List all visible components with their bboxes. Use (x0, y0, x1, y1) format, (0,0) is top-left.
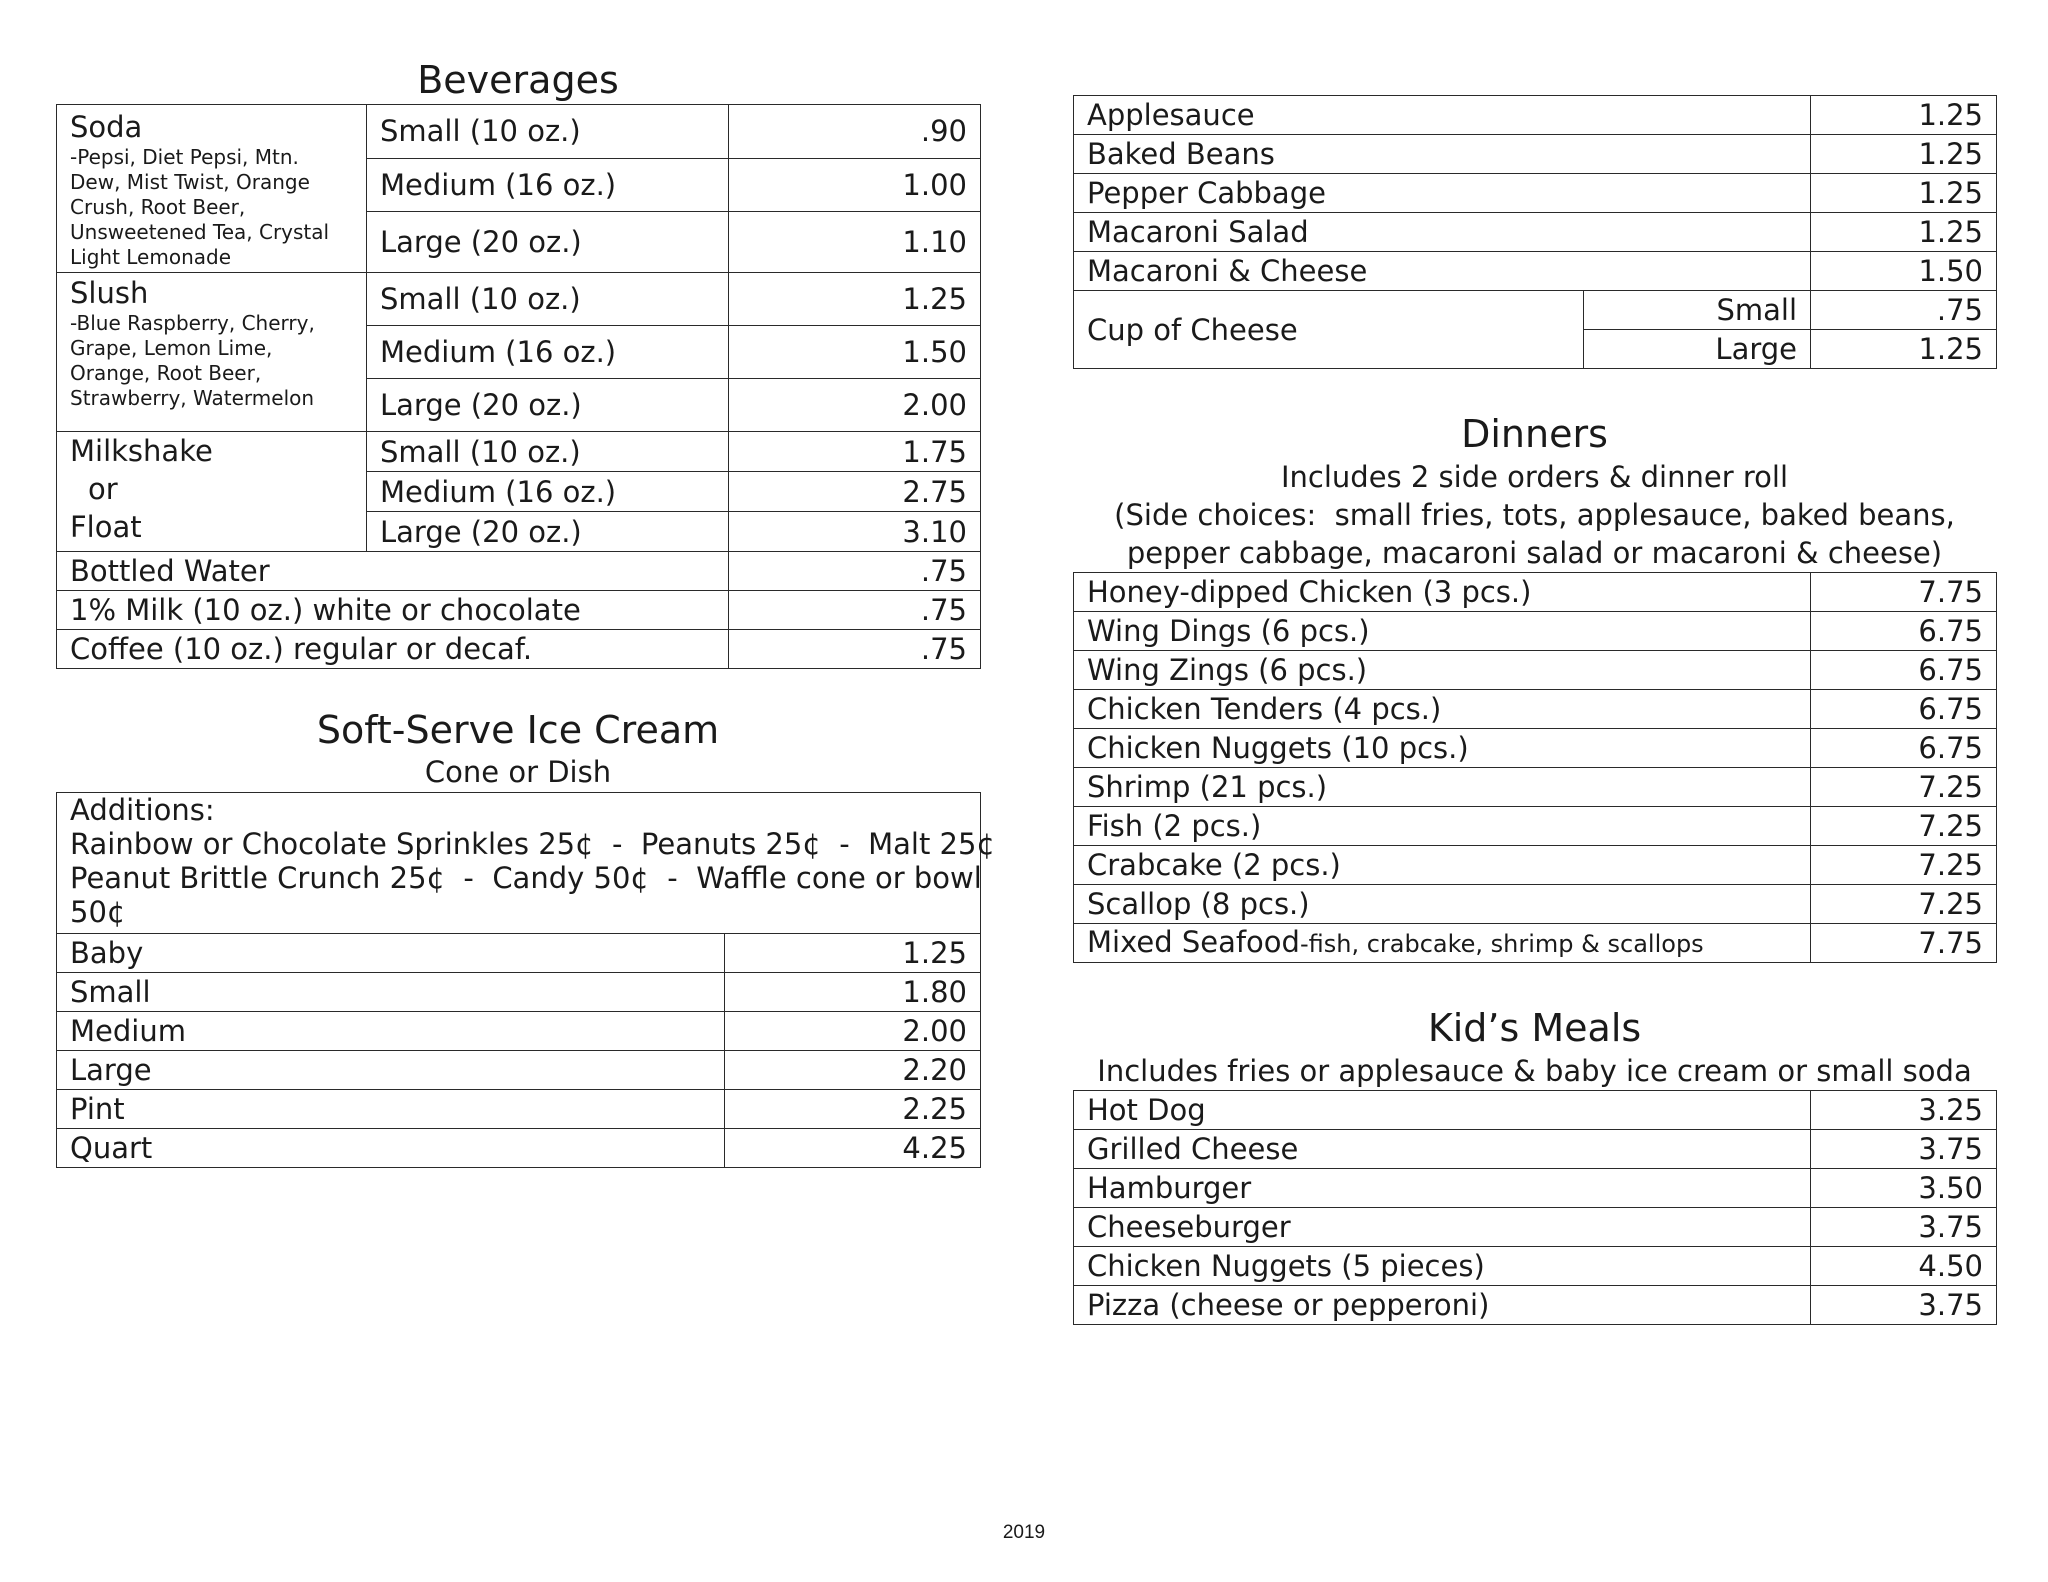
price: 1.25 (1811, 174, 1997, 213)
item-name: Scallop (8 pcs.) (1074, 885, 1811, 924)
price: 7.25 (1811, 846, 1997, 885)
kids-meals-subtitle: Includes fries or applesauce & baby ice cream or small soda (1097, 1054, 1972, 1088)
table-row (57, 1129, 981, 1168)
kids-meals-table (1073, 1090, 1997, 1325)
ice-cream-title: Soft-Serve Ice Cream (316, 708, 720, 752)
soda-name: Soda (70, 110, 143, 144)
price: 7.25 (1811, 768, 1997, 807)
item-name: Wing Dings (6 pcs.) (1074, 612, 1811, 651)
beverages-title: Beverages (417, 58, 619, 102)
item-name: Small (57, 973, 725, 1012)
table-row (57, 105, 981, 159)
table-row (1074, 651, 1997, 690)
price: 1.75 (729, 432, 981, 472)
size-label: Large (20 oz.) (367, 512, 729, 552)
price: 7.25 (1811, 885, 1997, 924)
item-name: Macaroni & Cheese (1074, 252, 1811, 291)
table-row (57, 432, 981, 472)
item-name: 1% Milk (10 oz.) white or chocolate (57, 591, 729, 630)
price: 1.50 (729, 326, 981, 379)
item-name: Chicken Nuggets (10 pcs.) (1074, 729, 1811, 768)
footer-year: 2019 (1002, 1522, 1046, 1543)
price: 6.75 (1811, 651, 1997, 690)
item-name: Honey-dipped Chicken (3 pcs.) (1074, 573, 1811, 612)
item-name: Cheeseburger (1074, 1208, 1811, 1247)
item-name: Pizza (cheese or pepperoni) (1074, 1286, 1811, 1325)
additions-line2: Peanut Brittle Crunch 25¢ - Candy 50¢ - Waffle cone or bowl (70, 861, 982, 895)
item-name: Large (57, 1051, 725, 1090)
table-row (1074, 807, 1997, 846)
table-row (57, 552, 981, 591)
item-name: Grilled Cheese (1074, 1130, 1811, 1169)
item-name: Quart (57, 1129, 725, 1168)
item-name: Pint (57, 1090, 725, 1129)
cup-of-cheese-name: Cup of Cheese (1074, 291, 1584, 369)
table-row (57, 934, 981, 973)
dinners-table (1073, 572, 1997, 963)
table-row (1074, 846, 1997, 885)
item-name: Chicken Nuggets (5 pieces) (1074, 1247, 1811, 1286)
price: 2.00 (729, 379, 981, 432)
additions-label: Additions: (70, 793, 215, 827)
price: 7.25 (1811, 807, 1997, 846)
milkshake-cell (57, 432, 367, 552)
price: .75 (729, 552, 981, 591)
item-name: Coffee (10 oz.) regular or decaf. (57, 630, 729, 669)
table-row (1074, 96, 1997, 135)
table-row (1074, 768, 1997, 807)
soda-cell (57, 105, 367, 273)
additions-line1: Rainbow or Chocolate Sprinkles 25¢ - Peanuts 25¢ - Malt 25¢ (70, 827, 995, 861)
mixed-seafood-name: Mixed Seafood (1087, 925, 1300, 959)
price: 1.25 (1811, 96, 1997, 135)
table-row (1074, 612, 1997, 651)
price: 1.00 (729, 158, 981, 212)
sides-table (1073, 95, 1997, 369)
beverages-table (56, 104, 981, 669)
price: 1.10 (729, 212, 981, 273)
dinners-title: Dinners (1461, 412, 1608, 456)
cheese-small-label: Small (1584, 291, 1811, 330)
table-row (1074, 174, 1997, 213)
size-label: Small (10 oz.) (367, 432, 729, 472)
price: 3.75 (1811, 1286, 1997, 1325)
milkshake-line2: or (88, 472, 118, 506)
cheese-large-price: 1.25 (1811, 330, 1997, 369)
size-label: Medium (16 oz.) (367, 472, 729, 512)
table-row (1074, 1208, 1997, 1247)
size-label: Medium (16 oz.) (367, 326, 729, 379)
price: 2.00 (725, 1012, 981, 1051)
item-name: Baby (57, 934, 725, 973)
table-row (57, 273, 981, 326)
item-name: Fish (2 pcs.) (1074, 807, 1811, 846)
table-row (1074, 1247, 1997, 1286)
price: 7.75 (1811, 924, 1997, 963)
price: 1.25 (1811, 213, 1997, 252)
price: 4.50 (1811, 1247, 1997, 1286)
table-row (1074, 1286, 1997, 1325)
dinners-line1: Includes 2 side orders & dinner roll (1280, 460, 1789, 494)
cheese-large-label: Large (1584, 330, 1811, 369)
price: 7.75 (1811, 573, 1997, 612)
price: 2.20 (725, 1051, 981, 1090)
price: 3.50 (1811, 1169, 1997, 1208)
ice-cream-table (56, 792, 995, 1168)
size-label: Small (10 oz.) (367, 273, 729, 326)
item-name: Pepper Cabbage (1074, 174, 1811, 213)
table-row (1074, 573, 1997, 612)
price: 4.25 (725, 1129, 981, 1168)
price: 3.10 (729, 512, 981, 552)
dinners-line2: (Side choices: small fries, tots, applesauce, baked beans, (1114, 498, 1955, 532)
table-row (1074, 690, 1997, 729)
slush-name: Slush (70, 276, 149, 310)
price: .90 (729, 105, 981, 159)
item-name: Baked Beans (1074, 135, 1811, 174)
ice-cream-subtitle: Cone or Dish (424, 755, 612, 789)
table-row (1074, 729, 1997, 768)
table-row (1074, 252, 1997, 291)
slush-flavors: -Blue Raspberry, Cherry, Grape, Lemon Lime, Orange, Root Beer, Strawberry, Watermelon (70, 311, 315, 410)
price: 3.75 (1811, 1208, 1997, 1247)
price: 1.25 (1811, 135, 1997, 174)
size-label: Large (20 oz.) (367, 379, 729, 432)
kids-meals-title: Kid’s Meals (1427, 1006, 1642, 1050)
price: 1.25 (725, 934, 981, 973)
price: .75 (729, 630, 981, 669)
item-name: Applesauce (1074, 96, 1811, 135)
table-row (57, 973, 981, 1012)
table-row (1074, 135, 1997, 174)
price: 2.25 (725, 1090, 981, 1129)
soda-flavors: -Pepsi, Diet Pepsi, Mtn. Dew, Mist Twist, Orange Crush, Root Beer, Unsweetened Tea, Crystal Light Lemonade (70, 145, 330, 269)
table-row (1074, 1130, 1997, 1169)
item-name: Bottled Water (57, 552, 729, 591)
price: 3.75 (1811, 1130, 1997, 1169)
size-label: Large (20 oz.) (367, 212, 729, 273)
size-label: Small (10 oz.) (367, 105, 729, 159)
item-name: Medium (57, 1012, 725, 1051)
table-row (1074, 1091, 1997, 1130)
price: 6.75 (1811, 690, 1997, 729)
item-name: Hot Dog (1074, 1091, 1811, 1130)
table-row (1074, 213, 1997, 252)
table-row (1074, 1169, 1997, 1208)
size-label: Medium (16 oz.) (367, 158, 729, 212)
table-row (1074, 924, 1997, 963)
item-name: Chicken Tenders (4 pcs.) (1074, 690, 1811, 729)
milkshake-line3: Float (70, 510, 142, 544)
table-row (57, 591, 981, 630)
item-name: Hamburger (1074, 1169, 1811, 1208)
price: .75 (729, 591, 981, 630)
item-name: Macaroni Salad (1074, 213, 1811, 252)
price: 1.50 (1811, 252, 1997, 291)
table-row (57, 1012, 981, 1051)
mixed-seafood-desc: -fish, crabcake, shrimp & scallops (1299, 930, 1704, 958)
price: 3.25 (1811, 1091, 1997, 1130)
price: 6.75 (1811, 612, 1997, 651)
table-row (1074, 291, 1997, 330)
table-row (57, 1051, 981, 1090)
mixed-seafood-cell (1074, 924, 1811, 963)
milkshake-line1: Milkshake (70, 434, 213, 468)
additions-line3: 50¢ (70, 895, 126, 929)
table-row (57, 793, 981, 934)
price: 1.25 (729, 273, 981, 326)
slush-cell (57, 273, 367, 432)
dinners-line3: pepper cabbage, macaroni salad or macaroni & cheese) (1126, 536, 1943, 570)
price: 1.80 (725, 973, 981, 1012)
table-row (1074, 885, 1997, 924)
item-name: Crabcake (2 pcs.) (1074, 846, 1811, 885)
table-row (57, 1090, 981, 1129)
item-name: Shrimp (21 pcs.) (1074, 768, 1811, 807)
price: 6.75 (1811, 729, 1997, 768)
cheese-small-price: .75 (1811, 291, 1997, 330)
item-name: Wing Zings (6 pcs.) (1074, 651, 1811, 690)
additions-cell (57, 793, 995, 934)
table-row (57, 630, 981, 669)
price: 2.75 (729, 472, 981, 512)
